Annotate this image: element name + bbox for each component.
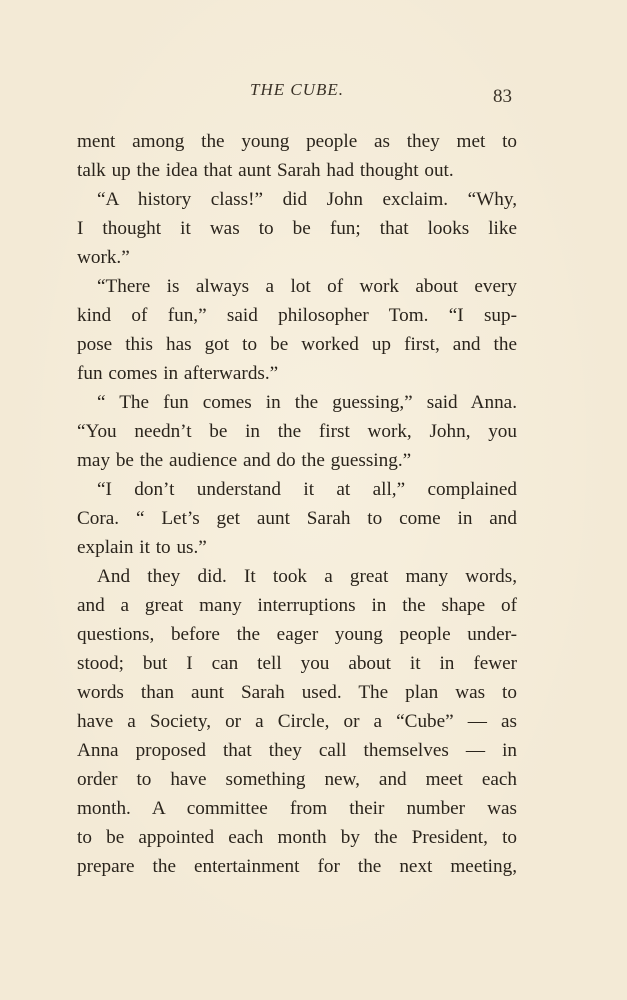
text-line: I thought it was to be fun; that looks like	[77, 218, 517, 239]
text-line: work.”	[77, 247, 130, 268]
text-line: “ The fun comes in the guessing,” said Anna.	[97, 392, 517, 413]
text-line: may be the audience and do the guessing.”	[77, 450, 412, 471]
text-line: to be appointed each month by the President, to	[77, 827, 517, 848]
text-line: “There is always a lot of work about every	[97, 276, 517, 297]
text-line: “You needn’t be in the first work, John, you	[77, 421, 517, 442]
text-line: month. A committee from their number was	[77, 798, 517, 819]
running-head	[0, 80, 627, 106]
text-line: And they did. It took a great many words,	[97, 566, 517, 587]
text-line: ment among the young people as they met to	[77, 131, 517, 152]
text-line: have a Society, or a Circle, or a “Cube” — as	[77, 711, 517, 732]
text-line: stood; but I can tell you about it in fewer	[77, 653, 517, 674]
text-line: explain it to us.”	[77, 537, 207, 558]
text-line: “A history class!” did John exclaim. “Why,	[97, 189, 517, 210]
text-line: questions, before the eager young people under-	[77, 624, 517, 645]
text-line: pose this has got to be worked up first, and the	[77, 334, 517, 355]
text-line: “I don’t understand it at all,” complained	[97, 479, 517, 500]
text-line: prepare the entertainment for the next meeting,	[77, 856, 517, 877]
text-line: talk up the idea that aunt Sarah had thought out.	[77, 160, 454, 181]
text-line: kind of fun,” said philosopher Tom. “I sup-	[77, 305, 517, 326]
text-line: Anna proposed that they call themselves — in	[77, 740, 517, 761]
text-line: and a great many interruptions in the shape of	[77, 595, 517, 616]
running-title: THE CUBE.	[250, 80, 344, 99]
text-line: Cora. “ Let’s get aunt Sarah to come in and	[77, 508, 517, 529]
body-text	[77, 127, 517, 881]
page-number: 83	[493, 86, 512, 107]
text-line: fun comes in afterwards.”	[77, 363, 279, 384]
text-line: words than aunt Sarah used. The plan was to	[77, 682, 517, 703]
text-line: order to have something new, and meet each	[77, 769, 517, 790]
